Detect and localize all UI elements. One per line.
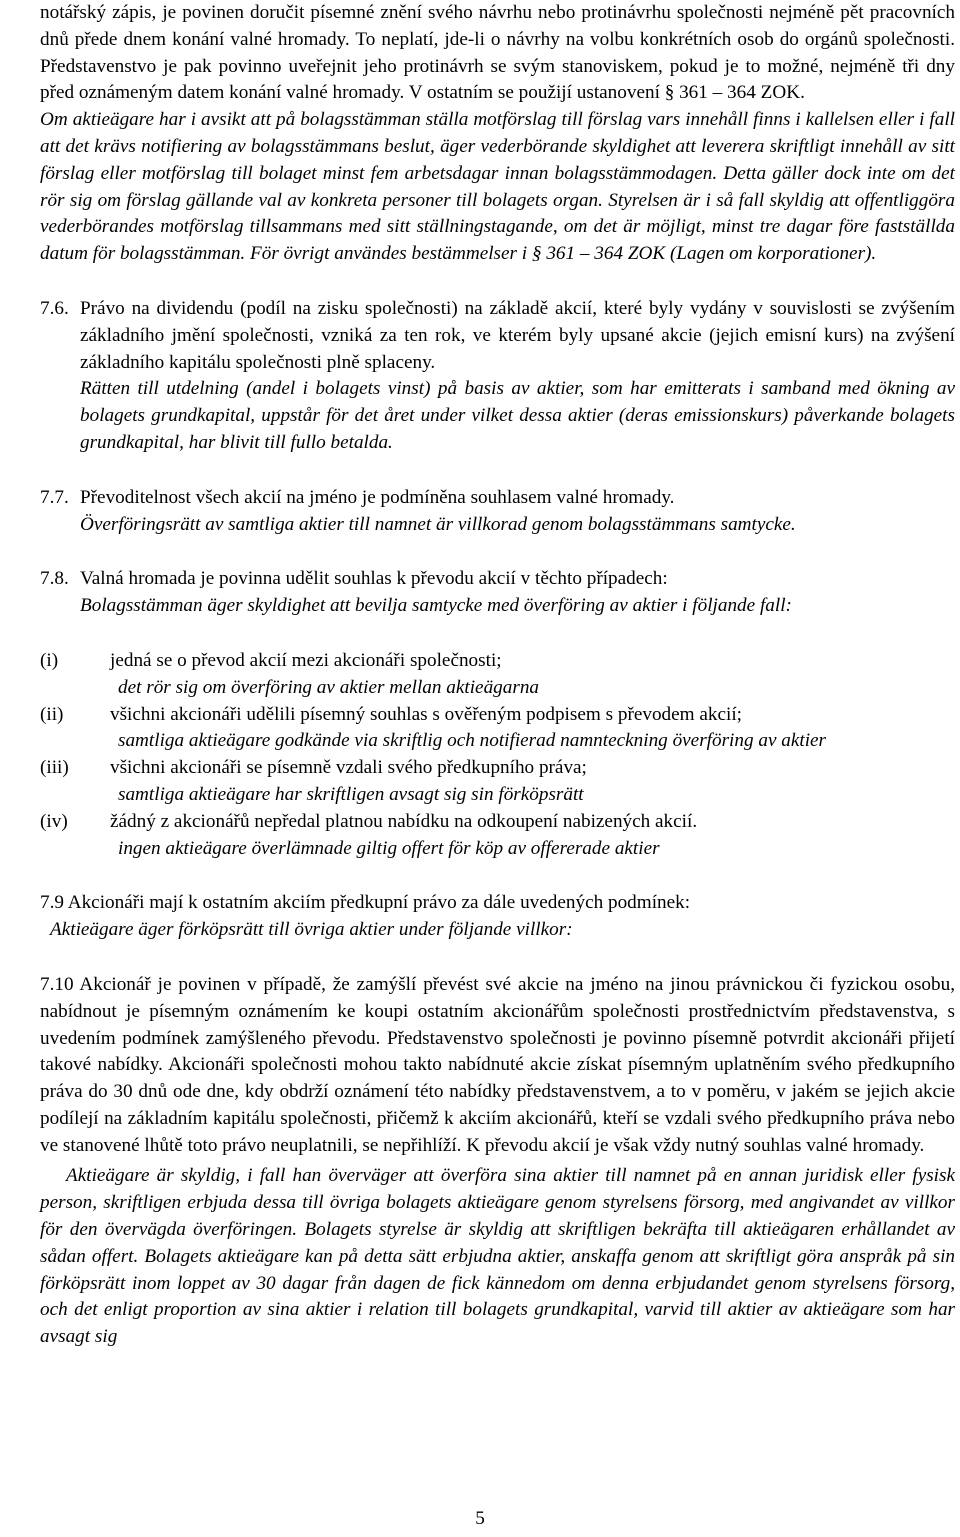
list-marker: (iii) <box>40 757 69 779</box>
section-text-cz: 7.9 Akcionáři mají k ostatním akciím předkupní právo za dále uvedených podmínek: <box>40 892 691 914</box>
section-number: 7.7. <box>40 486 69 508</box>
list-marker: (ii) <box>40 703 64 725</box>
list-text-sv: det rör sig om överföring av aktier mellan aktieägarna <box>118 676 540 698</box>
section-text-sv: Bolagsstämman äger skyldighet att bevilja samtycke med överföring av aktier i följande fall: <box>80 595 792 617</box>
page-number: 5 <box>475 1508 485 1529</box>
list-text-sv: samtliga aktieägare har skriftligen avsagt sig sin förköpsrätt <box>118 783 584 805</box>
section-7-6 <box>40 296 955 457</box>
list-text-cz: jedná se o převod akcií mezi akcionáři společnosti; <box>110 649 502 671</box>
section-7-9 <box>40 890 955 944</box>
section-text-cz: 7.10 Akcionář je povinen v případě, že zamýšlí převést své akcie na jméno na jinou právnickou či fyzickou osobu, nabídnout je písemným oznámením ke koupi ostatním akcionářům společnosti prostřednictvím představenstva, s uvedením podmínek zamýšleného převodu. Představenstvo společnosti je povinno písemně potvrdit akcionáři přijetí takové nabídky. Akcionáři společnosti mohou takto nabídnuté akcie získat písemným uplatněním svého předkupního práva do 30 dnů ode dne, kdy obdrží oznámení této nabídky představenstvem, a to v poměru, v jakém se jejich akcie podílejí na základním kapitálu společnosti, přičemž k akciím akcionářů, kteří se vzdali svého předkupního práva nebo ve stanovené lhůtě toto právo neuplatnili, se nepřihlíží. K převodu akcií je však vždy nutný souhlas valné hromady. <box>40 973 955 1156</box>
section-text-sv: Aktieägare äger förköpsrätt till övriga aktier under följande villkor: <box>50 919 573 941</box>
section-7-10 <box>40 972 955 1351</box>
section-7-7 <box>40 485 955 539</box>
document-page <box>40 0 955 1351</box>
list-marker: (iv) <box>40 810 68 832</box>
section-text-cz: Převoditelnost všech akcií na jméno je podmíněna souhlasem valné hromady. <box>80 486 675 508</box>
list-item <box>40 755 955 782</box>
list-text-sv: ingen aktieägare överlämnade giltig offert för köp av offererade aktier <box>118 837 660 859</box>
list-marker: (i) <box>40 649 59 671</box>
section-text-sv: Aktieägare är skyldig, i fall han överväger att överföra sina aktier till namnet på en annan juridisk eller fysisk person, skriftligen erbjuda dessa till övriga bolagets aktieägare genom styrelsens försorg, med angivandet av villkor för den övervägda överföringen. Bolagets styrelse är skyldig att skriftligen bekräfta till aktieägaren erhållandet av sådan offert. Bolagets aktieägare kan på detta sätt erbjudna aktier, anskaffa genom att skriftligt göra anspråk på sin förköpsrätt inom loppet av 30 dagar från dagen de fick kännedom om denna erbjudandet genom styrelsens försorg, och det enligt proportion av sina aktier i relation till bolagets grundkapital, varvid till aktier av aktieägare som har avsagt sig <box>40 1165 955 1348</box>
list-text-sv: samtliga aktieägare godkände via skriftlig och notifierad namnteckning överföring av aktier <box>118 730 827 752</box>
list-text-cz: všichni akcionáři udělili písemný souhlas s ověřeným podpisem s převodem akcií; <box>110 703 742 725</box>
list-text-cz: všichni akcionáři se písemně vzdali svého předkupního práva; <box>110 757 587 779</box>
list-item <box>40 702 955 729</box>
section-text-sv: Rätten till utdelning (andel i bolagets vinst) på basis av aktier, som har emitterats i samband med ökning av bolagets grundkapital, uppstår för det året under vilket dessa aktier (deras emissionskurs) påverkande bolagets grundkapital, har blivit till fullo betalda. <box>80 378 955 453</box>
list-item <box>40 648 955 675</box>
section-text-cz: Právo na dividendu (podíl na zisku společnosti) na základě akcií, které byly vydány v souvislosti se zvýšením základního jmění společnosti, vzniká za ten rok, ve kterém byly upsané akcie (jejich emisní kurs) na zvýšení základního kapitálu společnosti plně splaceny. <box>80 297 955 373</box>
list-text-cz: žádný z akcionářů nepředal platnou nabídku na odkoupení nabizených akcií. <box>110 810 698 832</box>
section-text-cz: Valná hromada je povinna udělit souhlas k převodu akcií v těchto případech: <box>80 568 668 590</box>
section-number: 7.8. <box>40 568 69 590</box>
intro-paragraph-sv: Om aktieägare har i avsikt att på bolagsstämman ställa motförslag till förslag vars innehåll finns i kallelsen eller i fall att det krävs notifiering av bolagsstämmans beslut, äger vederbörande skyldighet att leverera skriftligt innehåll av sitt förslag eller motförslag till bolaget minst fem arbetsdagar innan bolagsstämmodagen. Detta gäller dock inte om det rör sig om förslag gällande val av konkreta personer till bolagets organ. Styrelsen är i så fall skyldig att offentliggöra vederbörandes motförslag tillsammans med sitt ställningstagande, om det är möjligt, minst tre dagar före fastställda datum för bolagsstämman. För övrigt användes bestämmelser i § 361 – 364 ZOK (Lagen om korporationer). <box>40 109 955 265</box>
section-number: 7.6. <box>40 297 69 319</box>
section-7-8 <box>40 566 955 620</box>
intro-paragraph-cz: notářský zápis, je povinen doručit písemné znění svého návrhu nebo protinávrhu společnosti nejméně pět pracovních dnů přede dnem konání valné hromady. To neplatí, jde-li o návrhy na volbu konkrétních osob do orgánů společnosti. Představenstvo je pak povinno uveřejnit jeho protinávrh se svým stanoviskem, pokud je to možné, nejméně tři dny před oznámeným datem konání valné hromady. V ostatním se použijí ustanovení § 361 – 364 ZOK. <box>40 2 955 104</box>
consent-list <box>40 648 955 862</box>
list-item <box>40 809 955 836</box>
section-text-sv: Överföringsrätt av samtliga aktier till namnet är villkorad genom bolagsstämmans samtycke. <box>80 513 796 535</box>
